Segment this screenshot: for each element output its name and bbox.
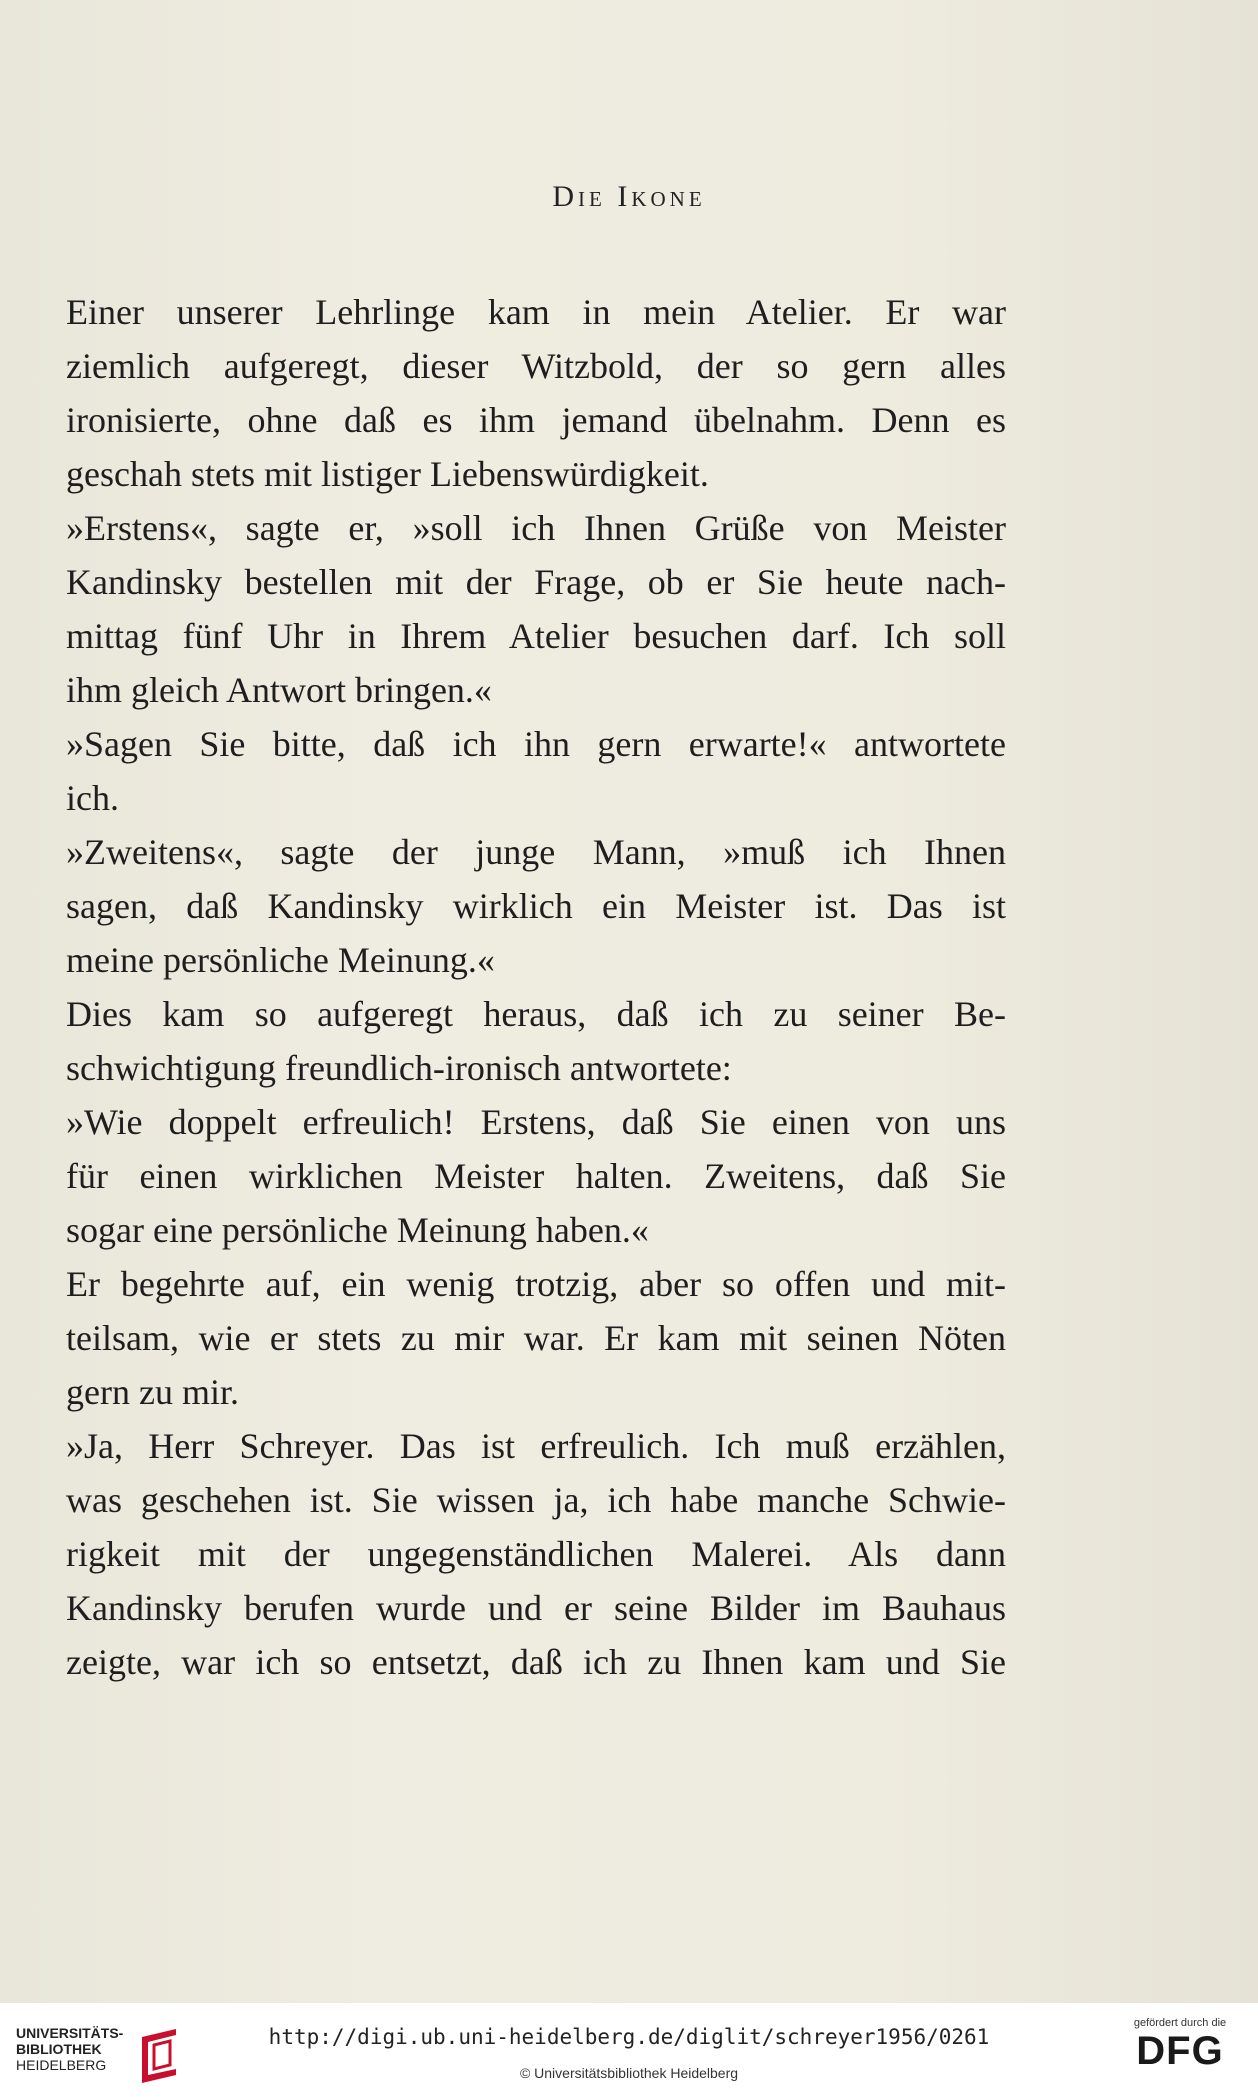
text-line: Einer unserer Lehrlinge kam in mein Atelier. Er war (66, 292, 1006, 332)
copyright-notice: © Universitätsbibliothek Heidelberg (519, 2065, 739, 2081)
text-line: meine persönliche Meinung.« (66, 940, 495, 980)
text-line: sagen, daß Kandinsky wirklich ein Meister ist. Das ist (66, 886, 1006, 926)
text-line: mittag fünf Uhr in Ihrem Atelier besuchen darf. Ich soll (66, 616, 1006, 656)
text-line: Kandinsky berufen wurde und er seine Bilder im Bauhaus (66, 1588, 1006, 1628)
text-line: ich. (66, 778, 119, 818)
dfg-logo[interactable] (1115, 2017, 1245, 2073)
chapter-title: Die Ikone (552, 180, 706, 213)
text-line: teilsam, wie er stets zu mir war. Er kam mit seinen Nöten (66, 1318, 1006, 1358)
text-line: Kandinsky bestellen mit der Frage, ob er Sie heute nach- (66, 562, 1006, 602)
text-line: geschah stets mit listiger Liebenswürdigkeit. (66, 454, 709, 494)
text-line: gern zu mir. (66, 1372, 239, 1412)
text-line: Er begehrte auf, ein wenig trotzig, aber so offen und mit- (66, 1264, 1006, 1304)
library-name-line3: HEIDELBERG (16, 2057, 107, 2073)
text-line: »Sagen Sie bitte, daß ich ihn gern erwarte!« antwortete (66, 724, 1006, 764)
text-line: »Ja, Herr Schreyer. Das ist erfreulich. Ich muß erzählen, (66, 1426, 1006, 1466)
text-line: Dies kam so aufgeregt heraus, daß ich zu seiner Be- (66, 994, 1006, 1034)
text-line: sogar eine persönliche Meinung haben.« (66, 1210, 649, 1250)
text-line: ihm gleich Antwort bringen.« (66, 670, 492, 710)
text-line: »Erstens«, sagte er, »soll ich Ihnen Grüße von Meister (66, 508, 1006, 548)
dfg-wordmark: DFG (1136, 2029, 1224, 2073)
funded-by-label: gefördert durch die (1133, 2017, 1227, 2029)
footer-bar (0, 2003, 1258, 2097)
text-line: »Zweitens«, sagte der junge Mann, »muß ich Ihnen (66, 832, 1006, 872)
text-line: zeigte, war ich so entsetzt, daß ich zu Ihnen kam und Sie (66, 1642, 1006, 1682)
text-line: ziemlich aufgeregt, dieser Witzbold, der so gern alles (66, 346, 1006, 386)
library-name-line1: UNIVERSITÄTS- (16, 2025, 124, 2041)
body-text (66, 285, 1006, 1689)
text-line: rigkeit mit der ungegenständlichen Malerei. Als dann (66, 1534, 1006, 1574)
permalink-url[interactable]: http://digi.ub.uni-heidelberg.de/diglit/schreyer1956/0261 (268, 2025, 990, 2049)
text-line: schwichtigung freundlich-ironisch antwortete: (66, 1048, 732, 1088)
text-line: »Wie doppelt erfreulich! Erstens, daß Sie einen von uns (66, 1102, 1006, 1142)
text-line: ironisierte, ohne daß es ihm jemand übelnahm. Denn es (66, 400, 1006, 440)
library-name-line2: BIBLIOTHEK (16, 2041, 102, 2057)
text-line: was geschehen ist. Sie wissen ja, ich habe manche Schwie- (66, 1480, 1006, 1520)
text-line: für einen wirklichen Meister halten. Zweitens, daß Sie (66, 1156, 1006, 1196)
